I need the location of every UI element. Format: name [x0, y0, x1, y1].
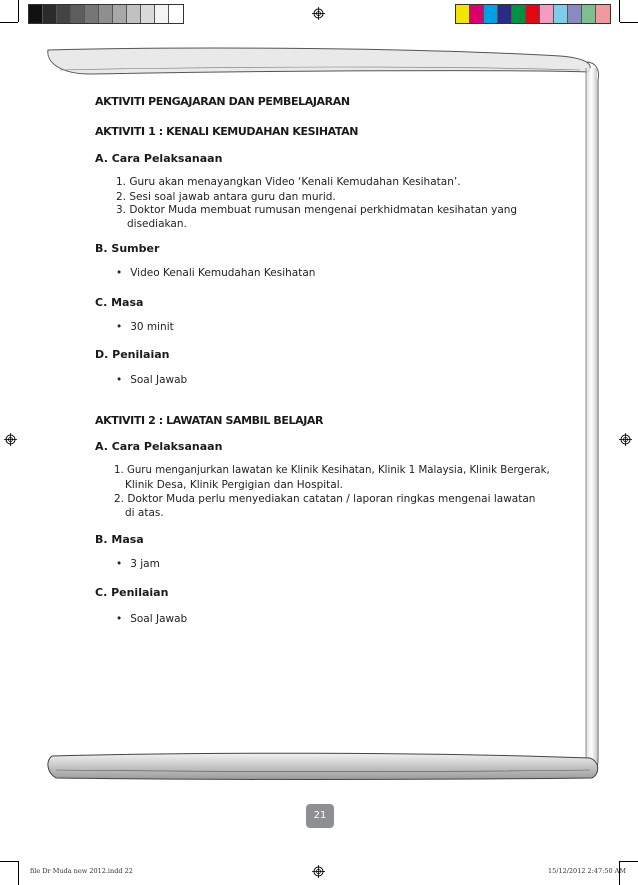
activity1-step-3-cont: disediakan.: [127, 218, 187, 230]
activity2-step-2: 2. Doktor Muda perlu menyediakan catatan / laporan ringkas mengenai lawatan: [114, 493, 536, 505]
activity2-section-b-heading: B. Masa: [95, 533, 144, 546]
activity2-section-a-heading: A. Cara Pelaksanaan: [95, 440, 223, 453]
activity2-section-c-heading: C. Penilaian: [95, 586, 169, 599]
activity1-section-b-heading: B. Sumber: [95, 242, 160, 255]
page-title: AKTIVITI PENGAJARAN DAN PEMBELAJARAN: [95, 95, 350, 108]
activity2-step-1: 1. Guru menganjurkan lawatan ke Klinik Kesihatan, Klinik 1 Malaysia, Klinik Bergerak,: [114, 465, 550, 476]
activity1-section-a-heading: A. Cara Pelaksanaan: [95, 152, 223, 165]
activity1-section-c-bullet: • 30 minit: [116, 321, 174, 333]
page-number: 21: [306, 804, 334, 828]
slug-timestamp: 15/12/2012 2:47:50 AM: [548, 867, 627, 875]
activity2-step-1-cont: Klinik Desa, Klinik Pergigian dan Hospital.: [125, 479, 343, 491]
activity1-section-d-bullet: • Soal Jawab: [116, 374, 187, 386]
activity2-section-b-bullet: • 3 jam: [116, 558, 160, 570]
activity1-section-b-bullet: • Video Kenali Kemudahan Kesihatan: [116, 267, 315, 279]
activity2-section-c-bullet: • Soal Jawab: [116, 613, 187, 625]
activity1-step-3: 3. Doktor Muda membuat rumusan mengenai perkhidmatan kesihatan yang: [116, 204, 518, 216]
activity1-section-c-heading: C. Masa: [95, 296, 144, 309]
activity1-section-d-heading: D. Penilaian: [95, 348, 170, 361]
activity2-heading: AKTIVITI 2 : LAWATAN SAMBIL BELAJAR: [95, 414, 324, 427]
slug-filename: file Dr Muda new 2012.indd 22: [30, 867, 133, 875]
activity2-step-2-cont: di atas.: [125, 507, 164, 519]
activity1-step-1: 1. Guru akan menayangkan Video ‘Kenali Kemudahan Kesihatan’.: [116, 176, 461, 188]
activity1-heading: AKTIVITI 1 : KENALI KEMUDAHAN KESIHATAN: [95, 125, 359, 138]
activity1-step-2: 2. Sesi soal jawab antara guru dan murid.: [116, 191, 336, 203]
